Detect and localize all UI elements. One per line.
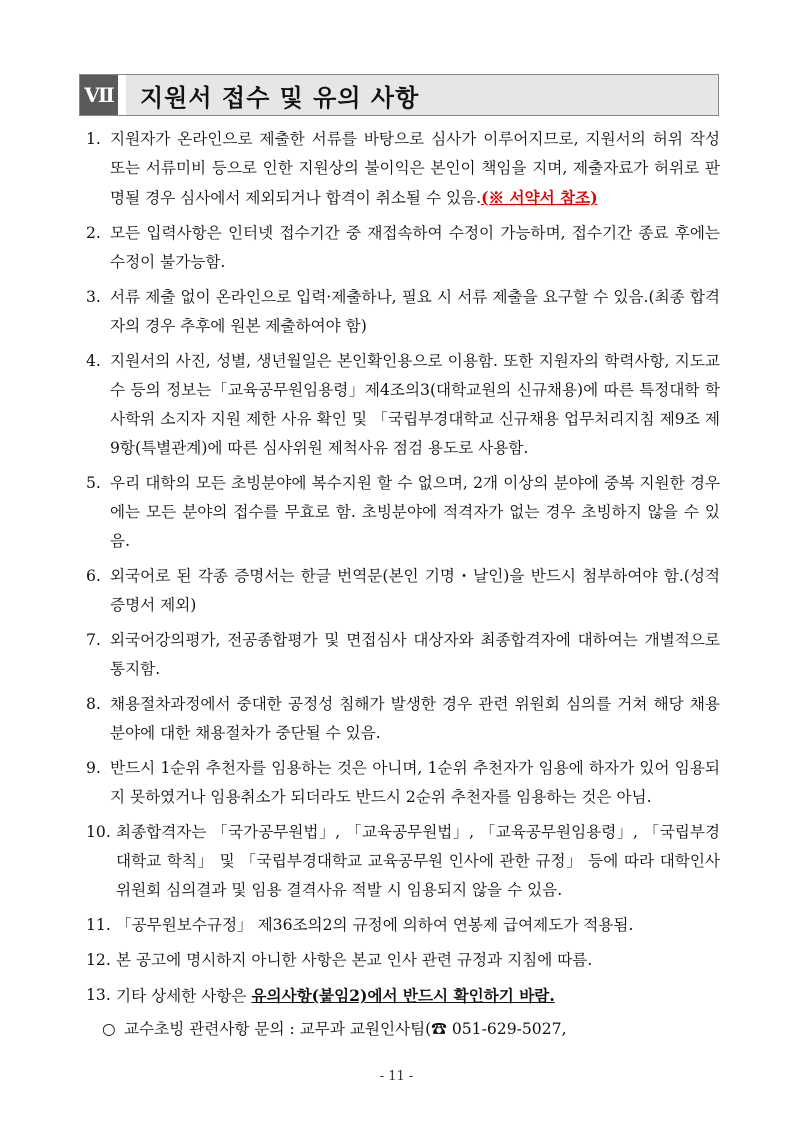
- item-text: 외국어로 된 각종 증명서는 한글 번역문(본인 기명・날인)을 반드시 첨부하여야 함.(성적증명서 제외): [110, 567, 720, 614]
- item-number: 7.: [86, 631, 101, 649]
- list-item: [86, 219, 720, 277]
- item-number: 3.: [86, 288, 101, 306]
- list-item: [86, 125, 720, 213]
- item-text: 모든 입력사항은 인터넷 접수기간 중 재접속하여 수정이 가능하며, 접수기간 종료 후에는 수정이 불가능함.: [110, 224, 720, 271]
- header-divider: [118, 75, 126, 115]
- list-item: [86, 469, 720, 556]
- list-item: [86, 690, 720, 748]
- list-item: [86, 911, 720, 940]
- item-number: 1.: [86, 130, 101, 148]
- item-text-main: 지원자가 온라인으로 제출한 서류를 바탕으로 심사가 이루어지므로, 지원서의 허위 작성 또는 서류미비 등으로 인한 지원상의 불이익은 본인이 책임을 지며, 제출자료가 허위로 판명될 경우 심사에서 제외되거나 합격이 취소될 수 있음.: [110, 130, 720, 207]
- item-text: 본 공고에 명시하지 아니한 사항은 본교 인사 관련 규정과 지침에 따름.: [116, 951, 593, 969]
- page-number: - 11 -: [379, 1069, 414, 1084]
- notice-list: [86, 125, 720, 1017]
- section-header: [79, 74, 719, 116]
- list-item: [86, 981, 720, 1011]
- item-text: 채용절차과정에서 중대한 공정성 침해가 발생한 경우 관련 위원회 심의를 거쳐 해당 채용분야에 대한 채용절차가 중단될 수 있음.: [110, 695, 720, 742]
- list-item: [86, 283, 720, 341]
- list-item: [86, 818, 720, 905]
- item-number: 6.: [86, 567, 101, 585]
- item-number: 12.: [86, 951, 111, 969]
- bullet-circle-icon: ○: [102, 1020, 116, 1038]
- section-number: Ⅶ: [80, 75, 118, 115]
- list-item: [86, 347, 720, 463]
- item-text: 지원서의 사진, 성별, 생년월일은 본인확인용으로 이용함. 또한 지원자의 학력사항, 지도교수 등의 정보는「교육공무원임용령」제4조의3(대학교원의 신규채용)에 따른 특정대학 학사학위 소지자 지원 제한 사유 확인 및 「국립부경대학교 신규채용 업무처리지침 제9조 제9항(특별관계)에 따른 심사위원 제척사유 점검 용도로 사용함.: [110, 352, 720, 457]
- section-title: 지원서 접수 및 유의 사항: [140, 83, 420, 112]
- item-text: 「공무원보수규정」 제36조의2의 규정에 의하여 연봉제 급여제도가 적용됨.: [116, 916, 634, 934]
- item-number: 8.: [86, 695, 101, 713]
- item-text: 우리 대학의 모든 초빙분야에 복수지원 할 수 없으며, 2개 이상의 분야에 중복 지원한 경우에는 모든 분야의 접수를 무효로 함. 초빙분야에 적격자가 없는 경우 초빙하지 않을 수 있음.: [110, 474, 720, 550]
- item-number: 10.: [86, 823, 111, 841]
- item-number: 9.: [86, 759, 101, 777]
- item-text: [116, 981, 720, 1011]
- item-text: [110, 125, 720, 213]
- item-number: 5.: [86, 474, 101, 492]
- item-text: 최종합격자는 「국가공무원법」, 「교육공무원법」, 「교육공무원임용령」, 「국립부경대학교 학칙」 및 「국립부경대학교 교육공무원 인사에 관한 규정」 등에 따라 대학인사위원회 심의결과 및 임용 결격사유 적발 시 임용되지 않을 수 있음.: [116, 823, 720, 899]
- item-text-main: 기타 상세한 사항은: [116, 987, 252, 1005]
- list-item: [86, 562, 720, 620]
- item-text: 외국어강의평가, 전공종합평가 및 면접심사 대상자와 최종합격자에 대하여는 개별적으로 통지함.: [110, 631, 720, 678]
- item-number: 13.: [86, 986, 111, 1004]
- item-text: 서류 제출 없이 온라인으로 입력·제출하나, 필요 시 서류 제출을 요구할 수 있음.(최종 합격자의 경우 추후에 원본 제출하여야 함): [110, 288, 720, 335]
- item-number: 11.: [86, 916, 111, 934]
- item-text: 반드시 1순위 추천자를 임용하는 것은 아니며, 1순위 추천자가 임용에 하자가 있어 임용되지 못하였거나 임용취소가 되더라도 반드시 2순위 추천자를 임용하는 것은 아님.: [110, 759, 720, 806]
- item-number: 4.: [86, 352, 101, 370]
- list-item: [86, 946, 720, 975]
- item-emphasis: 유의사항(붙임2)에서 반드시 확인하기 바람.: [251, 986, 555, 1005]
- contact-line: [102, 1015, 567, 1044]
- item-number: 2.: [86, 224, 101, 242]
- list-item: [86, 754, 720, 812]
- list-item: [86, 626, 720, 684]
- contact-text: 교수초빙 관련사항 문의 : 교무과 교원인사팀(☎ 051-629-5027,: [124, 1020, 567, 1038]
- item-emphasis: (※ 서약서 참조): [481, 188, 598, 207]
